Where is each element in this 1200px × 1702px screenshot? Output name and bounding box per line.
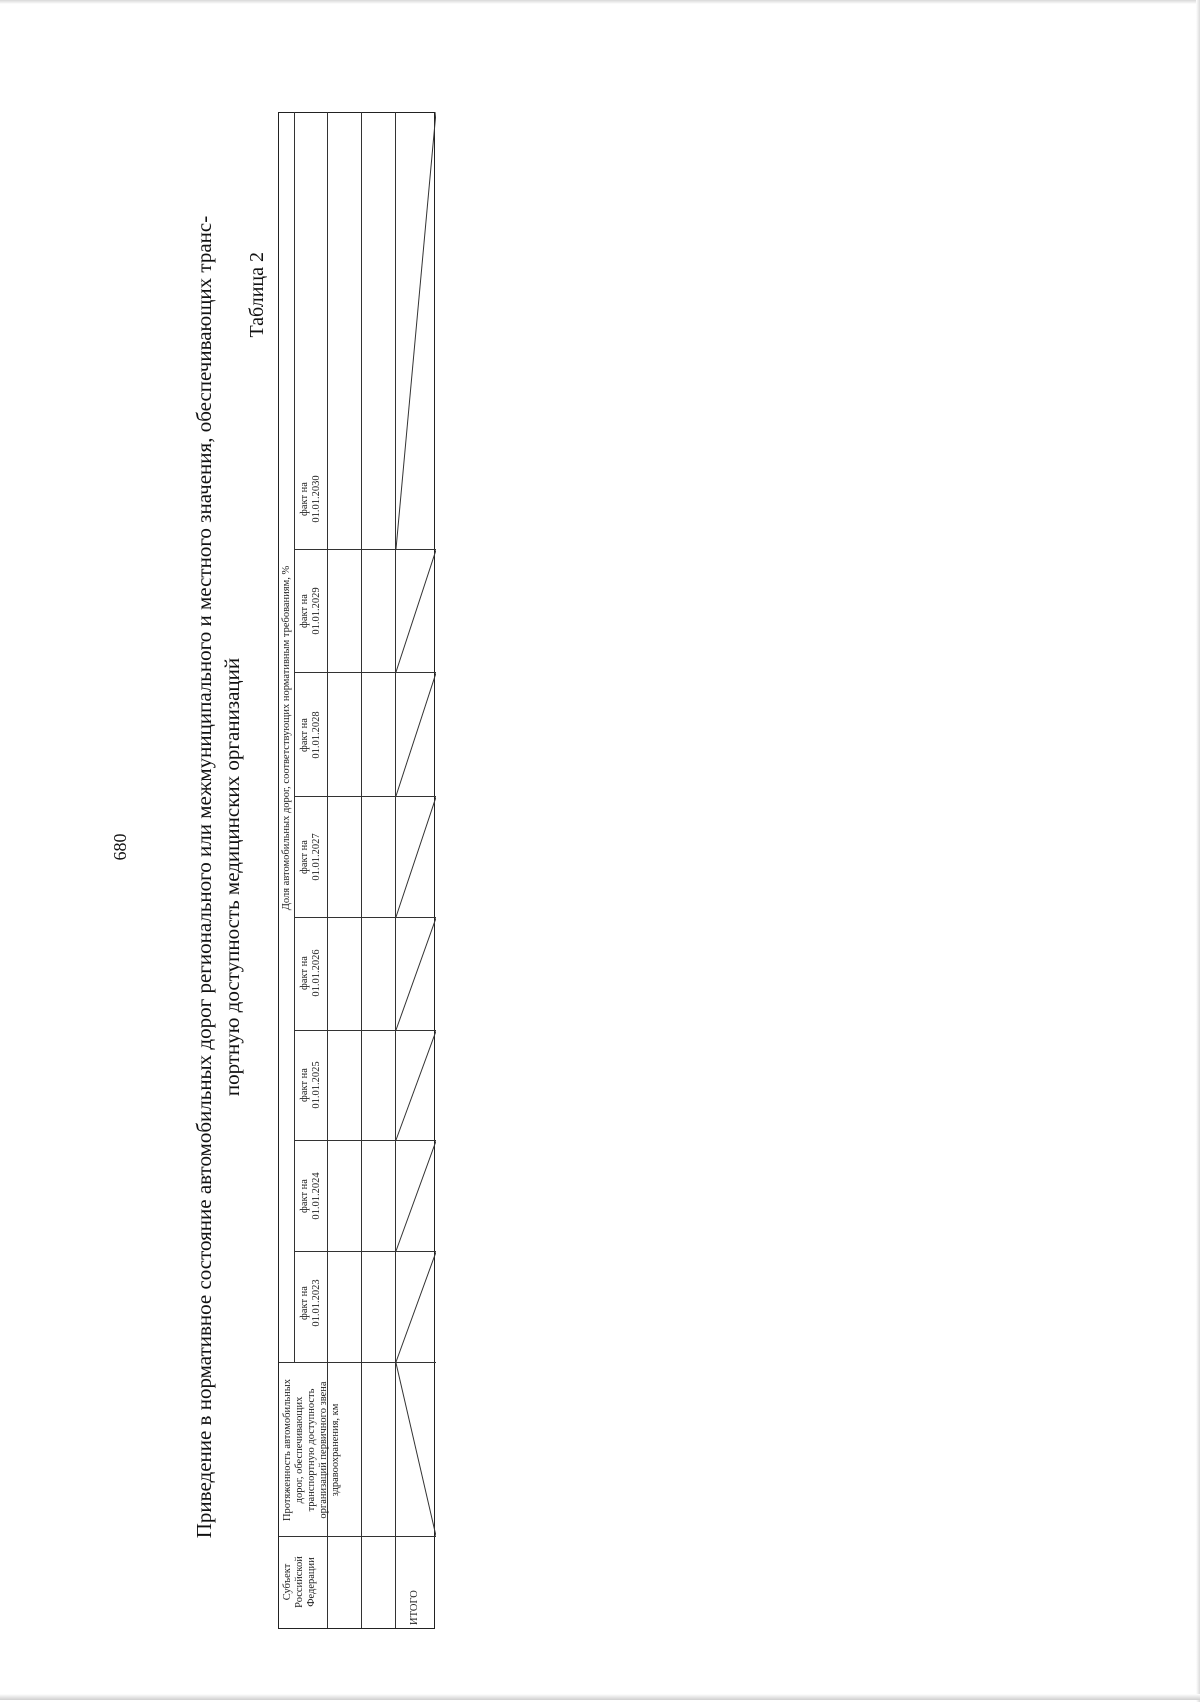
data-table <box>278 112 435 1629</box>
header-year-2025: факт на 01.01.2025 <box>299 1061 322 1109</box>
vline-2027 <box>294 917 436 918</box>
vline-2026 <box>294 1030 436 1031</box>
total-row-label: ИТОГО <box>409 1590 420 1625</box>
header-subject: Субъект Российской Федерации <box>282 1556 317 1608</box>
strike-2026 <box>396 918 436 1030</box>
vline-2025 <box>294 1140 436 1141</box>
header-year-2024: факт на 01.01.2024 <box>299 1172 322 1220</box>
header-year-2023: факт на 01.01.2023 <box>299 1279 322 1327</box>
vline-2024 <box>294 1251 436 1252</box>
hline-row-1 <box>361 112 362 1628</box>
title-line-2: портную доступность медицинских организаций <box>220 657 244 1097</box>
strike-2030 <box>396 112 436 549</box>
strike-2024 <box>396 1141 436 1251</box>
vline-2029 <box>294 672 436 673</box>
header-group-share: Доля автомобильных дорог, соответствующих нормативным требованиям, % <box>281 565 292 911</box>
hline-row-2 <box>395 112 396 1628</box>
header-length: Протяженность автомобильных дорог, обеспечивающих транспортную доступность организаций первичного звена здравоохранения, км <box>282 1378 341 1522</box>
document-title <box>190 202 246 1552</box>
strike-2027 <box>396 797 436 917</box>
page-number: 680 <box>110 833 130 861</box>
strike-2023 <box>396 1252 436 1362</box>
table-label: Таблица 2 <box>246 252 268 338</box>
header-year-2027: факт на 01.01.2027 <box>299 833 322 881</box>
vline-2030 <box>294 549 436 550</box>
vline-subject <box>279 1536 436 1537</box>
header-year-2030: факт на 01.01.2030 <box>299 475 322 523</box>
header-year-2026: факт на 01.01.2026 <box>299 949 322 997</box>
strike-length <box>396 1363 436 1536</box>
strike-2025 <box>396 1031 436 1140</box>
hline-group-header <box>294 112 295 1363</box>
header-year-2028: факт на 01.01.2028 <box>299 711 322 759</box>
header-year-2029: факт на 01.01.2029 <box>299 587 322 635</box>
strike-2028 <box>396 673 436 796</box>
vline-2028 <box>294 796 436 797</box>
vline-length <box>279 1362 436 1363</box>
strike-2029 <box>396 550 436 672</box>
title-line-1: Приведение в нормативное состояние автомобильных дорог регионального или межмуниципального и местного значения, обеспечивающих транс- <box>192 215 216 1539</box>
